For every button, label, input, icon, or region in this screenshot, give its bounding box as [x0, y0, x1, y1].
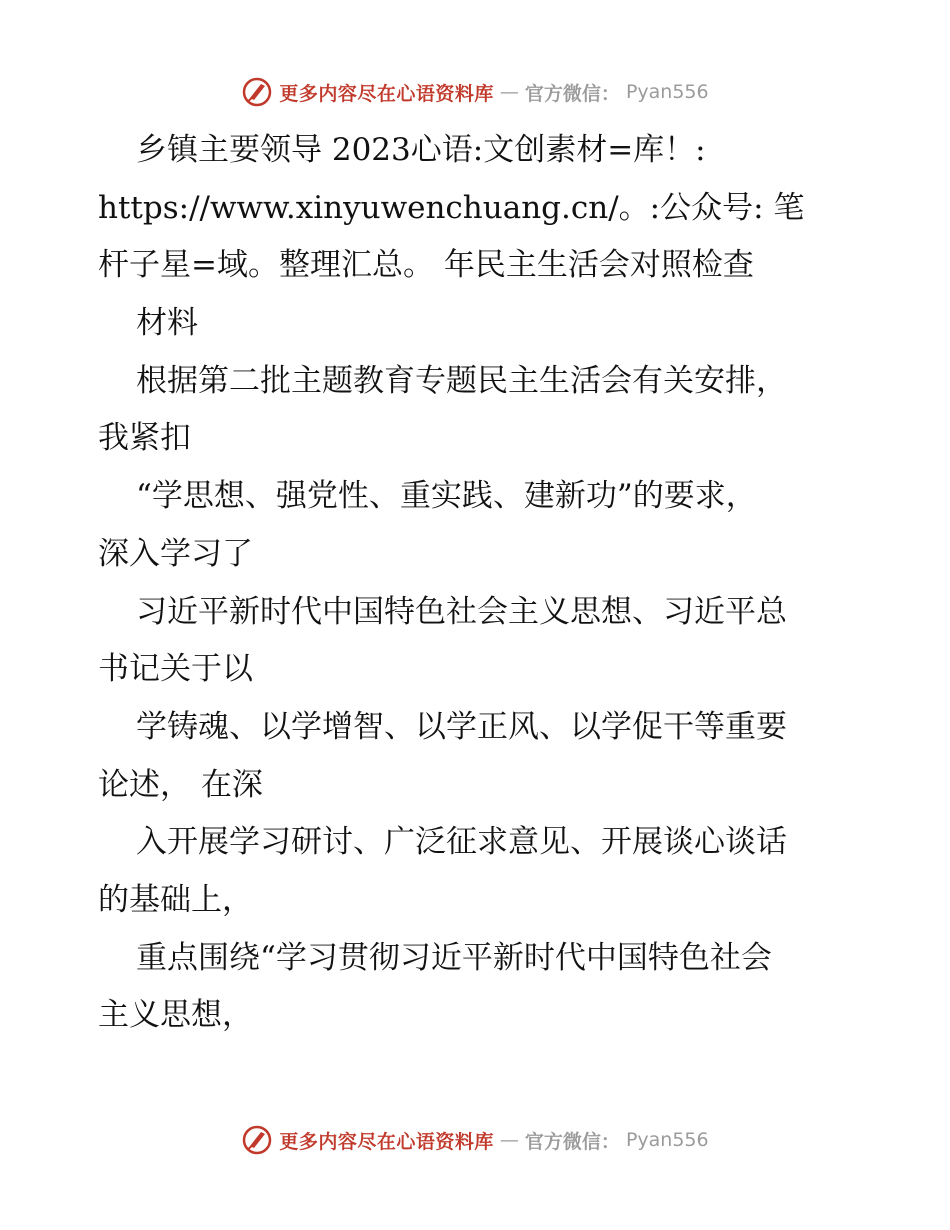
- wechat-label: 官方微信：: [524, 82, 620, 105]
- banner-text: 更多内容尽在心语资料库: [279, 82, 494, 105]
- body-line: 深入学习了: [98, 535, 253, 572]
- banner-separator: —: [499, 81, 519, 103]
- body-line: 材料: [136, 305, 198, 342]
- document-body: [98, 122, 858, 1045]
- wechat-id: Pyan556: [625, 81, 709, 103]
- body-line: https://www.xinyuwenchuang.cn/。:公众号: 笔: [98, 189, 805, 226]
- body-line: 杆子星=域。整理汇总。 年民主生活会对照检查: [98, 247, 754, 284]
- body-line: 的基础上，: [98, 881, 253, 918]
- body-line: 重点围绕“学习贯彻习近平新时代中国特色社会: [136, 939, 772, 976]
- body-line: 习近平新时代中国特色社会主义思想、习近平总: [136, 593, 787, 630]
- body-line: 书记关于以: [98, 651, 253, 688]
- body-line: 论述， 在深: [98, 766, 263, 803]
- body-line: 乡镇主要领导 2023心语:文创素材=库！:: [136, 132, 706, 168]
- header-banner: [0, 72, 950, 112]
- body-line: 根据第二批主题教育专题民主生活会有关安排，: [136, 362, 787, 399]
- body-line: “学思想、强党性、重实践、建新功”的要求，: [136, 478, 757, 515]
- quill-logo-icon: [241, 76, 273, 108]
- wechat-id: Pyan556: [625, 1129, 709, 1151]
- body-line: 主义思想，: [98, 997, 253, 1034]
- body-line: 我紧扣: [98, 420, 191, 457]
- banner-text: 更多内容尽在心语资料库: [279, 1130, 494, 1153]
- wechat-label: 官方微信：: [524, 1130, 620, 1153]
- body-line: 入开展学习研讨、广泛征求意见、开展谈心谈话: [136, 824, 787, 861]
- footer-banner: [0, 1120, 950, 1160]
- body-line: 学铸魂、以学增智、以学正风、以学促干等重要: [136, 708, 787, 745]
- banner-separator: —: [499, 1129, 519, 1151]
- quill-logo-icon: [241, 1124, 273, 1156]
